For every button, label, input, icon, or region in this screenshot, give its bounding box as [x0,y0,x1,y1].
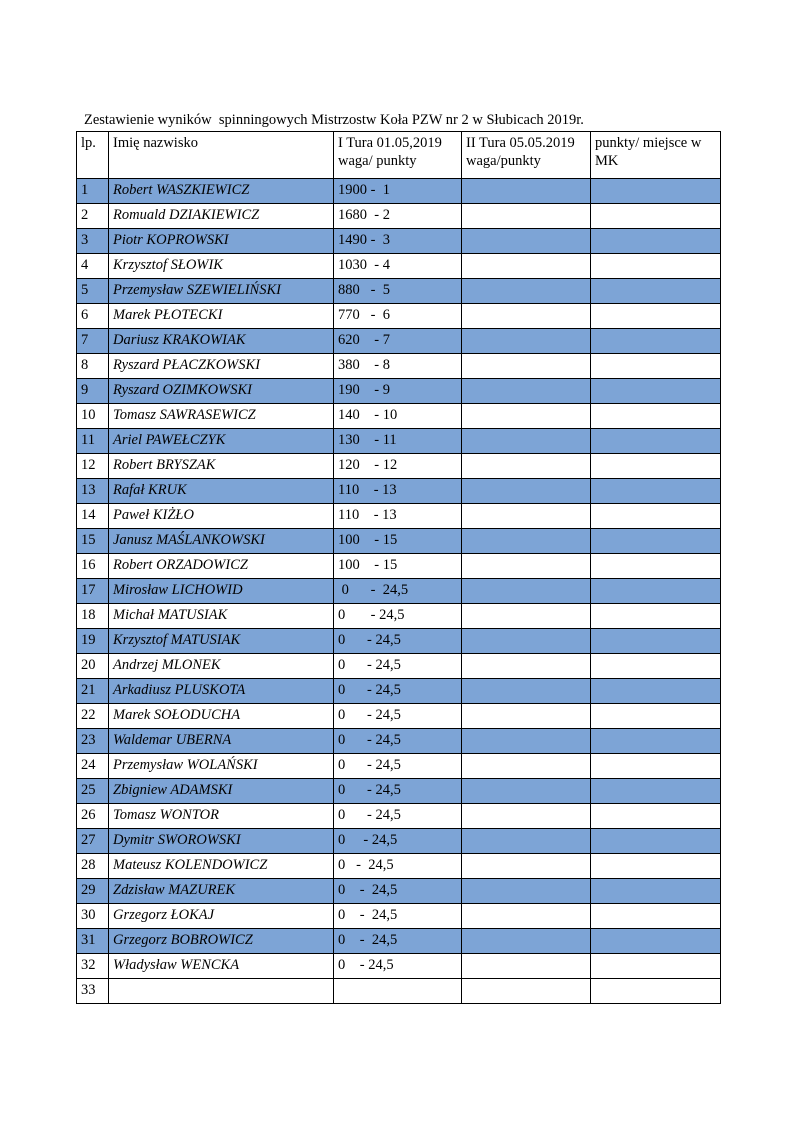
cell-name: Andrzej MLONEK [109,654,334,679]
cell-round-1: 0 - 24,5 [334,679,462,704]
cell-lp: 15 [77,529,109,554]
cell-round-2 [462,179,591,204]
table-row [77,629,721,654]
cell-points-place [591,554,721,579]
cell-points-place [591,979,721,1004]
cell-lp: 13 [77,479,109,504]
cell-round-2 [462,254,591,279]
cell-points-place [591,479,721,504]
cell-points-place [591,579,721,604]
cell-round-2 [462,654,591,679]
cell-name: Ryszard OZIMKOWSKI [109,379,334,404]
cell-name: Przemysław SZEWIELIŃSKI [109,279,334,304]
cell-lp: 26 [77,804,109,829]
cell-points-place [591,954,721,979]
cell-round-1: 880 - 5 [334,279,462,304]
table-row [77,579,721,604]
cell-lp: 22 [77,704,109,729]
cell-name: Robert BRYSZAK [109,454,334,479]
cell-name: Mateusz KOLENDOWICZ [109,854,334,879]
cell-round-1: 770 - 6 [334,304,462,329]
cell-round-1: 0 - 24,5 [334,929,462,954]
cell-lp: 16 [77,554,109,579]
cell-lp: 17 [77,579,109,604]
cell-points-place [591,304,721,329]
table-row [77,929,721,954]
cell-round-2 [462,854,591,879]
table-row [77,979,721,1004]
cell-round-1: 0 - 24,5 [334,954,462,979]
cell-lp: 11 [77,429,109,454]
cell-round-1: 1680 - 2 [334,204,462,229]
cell-lp: 19 [77,629,109,654]
cell-round-1 [334,979,462,1004]
cell-round-1: 0 - 24,5 [334,629,462,654]
cell-lp: 4 [77,254,109,279]
table-row [77,479,721,504]
cell-round-1: 140 - 10 [334,404,462,429]
cell-lp: 33 [77,979,109,1004]
cell-name: Waldemar UBERNA [109,729,334,754]
cell-round-2 [462,629,591,654]
cell-name: Rafał KRUK [109,479,334,504]
cell-lp: 5 [77,279,109,304]
table-row [77,404,721,429]
cell-points-place [591,229,721,254]
cell-round-2 [462,379,591,404]
cell-round-2 [462,579,591,604]
cell-name: Marek PŁOTECKI [109,304,334,329]
cell-points-place [591,204,721,229]
cell-points-place [591,879,721,904]
header-round-1: I Tura 01.05,2019 waga/ punkty [334,132,462,179]
cell-lp: 23 [77,729,109,754]
cell-lp: 27 [77,829,109,854]
cell-round-2 [462,304,591,329]
cell-points-place [591,354,721,379]
cell-points-place [591,429,721,454]
cell-lp: 31 [77,929,109,954]
cell-name: Zbigniew ADAMSKI [109,779,334,804]
table-row [77,454,721,479]
cell-lp: 29 [77,879,109,904]
table-row [77,354,721,379]
cell-name: Robert WASZKIEWICZ [109,179,334,204]
cell-round-1: 620 - 7 [334,329,462,354]
table-row [77,679,721,704]
cell-round-2 [462,754,591,779]
cell-points-place [591,829,721,854]
cell-points-place [591,629,721,654]
cell-round-1: 110 - 13 [334,479,462,504]
table-row [77,754,721,779]
table-row [77,729,721,754]
cell-points-place [591,604,721,629]
cell-round-1: 0 - 24,5 [334,804,462,829]
cell-round-2 [462,979,591,1004]
cell-round-1: 0 - 24,5 [334,604,462,629]
cell-round-1: 1030 - 4 [334,254,462,279]
cell-round-2 [462,604,591,629]
cell-points-place [591,329,721,354]
cell-round-2 [462,429,591,454]
cell-name: Tomasz SAWRASEWICZ [109,404,334,429]
cell-lp: 28 [77,854,109,879]
cell-round-1: 0 - 24,5 [334,754,462,779]
cell-round-1: 1490 - 3 [334,229,462,254]
cell-round-2 [462,954,591,979]
header-row [77,132,721,179]
cell-points-place [591,754,721,779]
cell-name: Tomasz WONTOR [109,804,334,829]
table-row [77,779,721,804]
cell-round-2 [462,279,591,304]
table-row [77,329,721,354]
header-round-2: II Tura 05.05.2019 waga/punkty [462,132,591,179]
cell-name: Mirosław LICHOWID [109,579,334,604]
cell-round-2 [462,529,591,554]
cell-lp: 18 [77,604,109,629]
cell-points-place [591,904,721,929]
cell-round-1: 0 - 24,5 [334,729,462,754]
cell-points-place [591,504,721,529]
cell-points-place [591,729,721,754]
cell-round-2 [462,879,591,904]
cell-round-1: 100 - 15 [334,529,462,554]
cell-points-place [591,254,721,279]
cell-round-2 [462,329,591,354]
cell-round-2 [462,479,591,504]
cell-name: Romuald DZIAKIEWICZ [109,204,334,229]
cell-round-2 [462,829,591,854]
cell-lp: 21 [77,679,109,704]
table-row [77,854,721,879]
cell-round-1: 380 - 8 [334,354,462,379]
cell-round-1: 0 - 24,5 [334,879,462,904]
cell-round-1: 100 - 15 [334,554,462,579]
cell-round-1: 120 - 12 [334,454,462,479]
cell-lp: 8 [77,354,109,379]
cell-points-place [591,704,721,729]
cell-name: Paweł KIŻŁO [109,504,334,529]
cell-round-1: 0 - 24,5 [334,854,462,879]
cell-points-place [591,804,721,829]
cell-round-2 [462,779,591,804]
cell-points-place [591,679,721,704]
cell-lp: 9 [77,379,109,404]
cell-name [109,979,334,1004]
cell-round-2 [462,904,591,929]
cell-round-1: 130 - 11 [334,429,462,454]
cell-name: Robert ORZADOWICZ [109,554,334,579]
table-row [77,879,721,904]
table-row [77,804,721,829]
cell-name: Arkadiusz PLUSKOTA [109,679,334,704]
cell-lp: 3 [77,229,109,254]
cell-lp: 30 [77,904,109,929]
table-row [77,904,721,929]
cell-name: Krzysztof SŁOWIK [109,254,334,279]
results-table [76,131,721,1004]
cell-round-1: 0 - 24,5 [334,829,462,854]
table-row [77,254,721,279]
cell-points-place [591,454,721,479]
cell-round-2 [462,454,591,479]
cell-round-1: 0 - 24,5 [334,704,462,729]
cell-name: Marek SOŁODUCHA [109,704,334,729]
table-row [77,604,721,629]
cell-lp: 2 [77,204,109,229]
cell-round-2 [462,804,591,829]
table-row [77,304,721,329]
cell-round-1: 0 - 24,5 [334,904,462,929]
table-row [77,704,721,729]
cell-lp: 20 [77,654,109,679]
cell-points-place [591,654,721,679]
table-row [77,429,721,454]
cell-points-place [591,379,721,404]
table-row [77,654,721,679]
cell-points-place [591,929,721,954]
cell-round-1: 190 - 9 [334,379,462,404]
header-lp: lp. [77,132,109,179]
table-row [77,279,721,304]
cell-round-2 [462,554,591,579]
cell-name: Michał MATUSIAK [109,604,334,629]
cell-name: Krzysztof MATUSIAK [109,629,334,654]
cell-name: Piotr KOPROWSKI [109,229,334,254]
cell-lp: 10 [77,404,109,429]
cell-round-1: 0 - 24,5 [334,654,462,679]
cell-lp: 14 [77,504,109,529]
cell-lp: 7 [77,329,109,354]
cell-name: Grzegorz ŁOKAJ [109,904,334,929]
document-title: Zestawienie wyników spinningowych Mistrzostw Koła PZW nr 2 w Słubicach 2019r. [84,112,584,128]
table-row [77,829,721,854]
cell-name: Przemysław WOLAŃSKI [109,754,334,779]
cell-name: Władysław WENCKA [109,954,334,979]
cell-round-1: 110 - 13 [334,504,462,529]
cell-lp: 24 [77,754,109,779]
cell-round-2 [462,504,591,529]
cell-points-place [591,529,721,554]
cell-round-2 [462,929,591,954]
cell-points-place [591,779,721,804]
cell-name: Zdzisław MAZUREK [109,879,334,904]
header-points-place: punkty/ miejsce w MK [591,132,721,179]
cell-round-2 [462,679,591,704]
table-row [77,529,721,554]
cell-round-2 [462,729,591,754]
table-row [77,379,721,404]
cell-lp: 32 [77,954,109,979]
cell-round-2 [462,204,591,229]
table-row [77,504,721,529]
table-row [77,229,721,254]
cell-round-1: 1900 - 1 [334,179,462,204]
cell-name: Grzegorz BOBROWICZ [109,929,334,954]
cell-points-place [591,854,721,879]
cell-round-2 [462,704,591,729]
table-row [77,179,721,204]
cell-round-2 [462,229,591,254]
cell-points-place [591,279,721,304]
cell-points-place [591,404,721,429]
table-row [77,204,721,229]
table-row [77,954,721,979]
cell-name: Dariusz KRAKOWIAK [109,329,334,354]
cell-round-2 [462,404,591,429]
cell-round-2 [462,354,591,379]
cell-name: Ryszard PŁACZKOWSKI [109,354,334,379]
cell-name: Dymitr SWOROWSKI [109,829,334,854]
cell-name: Ariel PAWEŁCZYK [109,429,334,454]
cell-points-place [591,179,721,204]
cell-lp: 25 [77,779,109,804]
cell-lp: 6 [77,304,109,329]
cell-lp: 12 [77,454,109,479]
table-row [77,554,721,579]
header-name: Imię nazwisko [109,132,334,179]
cell-lp: 1 [77,179,109,204]
cell-round-1: 0 - 24,5 [334,579,462,604]
cell-name: Janusz MAŚLANKOWSKI [109,529,334,554]
cell-round-1: 0 - 24,5 [334,779,462,804]
